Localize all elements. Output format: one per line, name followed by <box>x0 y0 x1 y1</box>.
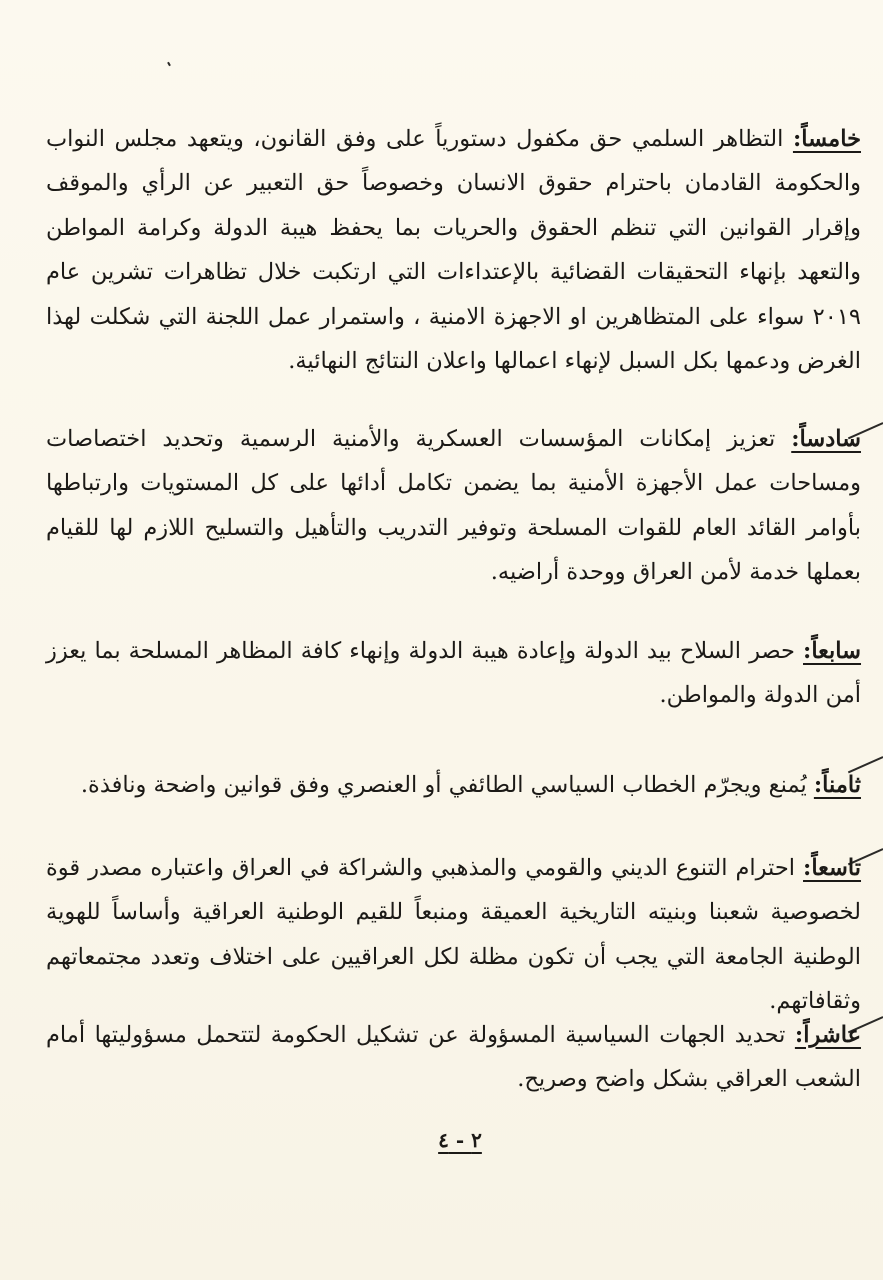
clause-ninth <box>46 846 861 1024</box>
clause-seventh <box>46 629 861 718</box>
clause-sixth <box>46 417 861 595</box>
clause-sixth-label: سادساً: <box>791 425 861 452</box>
clause-seventh-label: سابعاً: <box>803 637 862 664</box>
clause-ninth-text: احترام التنوع الديني والقومي والمذهبي والشراكة في العراق واعتباره مصدر قوة لخصوصية شعبنا وبنيته التاريخية العميقة ومنبعاً للقيم الوطنية العراقية وأساساً للهوية الوطنية الجامعة التي يجب أن تكون مظلة لكل العراقيين على اختلاف وتعدد مجتمعاتهم وثقافاتهم. <box>46 854 861 1014</box>
clause-seventh-text: حصر السلاح بيد الدولة وإعادة هيبة الدولة وإنهاء كافة المظاهر المسلحة بما يعزز أمن الدولة والمواطن. <box>46 637 861 708</box>
clause-tenth <box>46 1013 861 1102</box>
clause-eighth-text: يُمنع ويجرّم الخطاب السياسي الطائفي أو العنصري وفق قوانين واضحة ونافذة. <box>80 771 807 798</box>
clause-fifth-text: التظاهر السلمي حق مكفول دستورياً على وفق القانون، ويتعهد مجلس النواب والحكومة القادمان باحترام حقوق الانسان وخصوصاً حق التعبير عن الرأي والموقف وإقرار القوانين التي تنظم الحقوق والحريات بما يحفظ هيبة الدولة وكرامة المواطن والتعهد بإنهاء التحقيقات القضائية بالإعتداءات التي ارتكبت خلال تظاهرات تشرين عام ٢٠١٩ سواء على المتظاهرين او الاجهزة الامنية ، واستمرار عمل اللجنة التي شكلت لهذا الغرض ودعمها بكل السبل لإنهاء اعمالها واعلان النتائج النهائية. <box>46 125 861 374</box>
clause-eighth-label: ثامناً: <box>813 771 861 798</box>
clause-tenth-label: عاشراً: <box>794 1021 861 1048</box>
clause-fifth-label: خامساً: <box>792 125 861 152</box>
clause-sixth-text: تعزيز إمكانات المؤسسات العسكرية والأمنية الرسمية وتحديد اختصاصات ومساحات عمل الأجهزة الأمنية بما يضمن تكامل أدائها على كل المستويات وارتباطها بأوامر القائد العام للقوات المسلحة وتوفير التدريب والتأهيل والتسليح اللازم لها للقيام بعملها خدمة لأمن العراق ووحدة أراضيه. <box>46 425 861 585</box>
stray-mark <box>167 62 171 66</box>
clause-tenth-text: تحديد الجهات السياسية المسؤولة عن تشكيل الحكومة لتتحمل مسؤوليتها أمام الشعب العراقي بشكل واضح وصريح. <box>46 1021 861 1092</box>
clause-eighth <box>46 763 861 808</box>
clause-fifth <box>46 117 861 384</box>
page-number: ٢ - ٤ <box>438 1128 482 1152</box>
clause-ninth-label: تاسعاً: <box>803 854 862 881</box>
